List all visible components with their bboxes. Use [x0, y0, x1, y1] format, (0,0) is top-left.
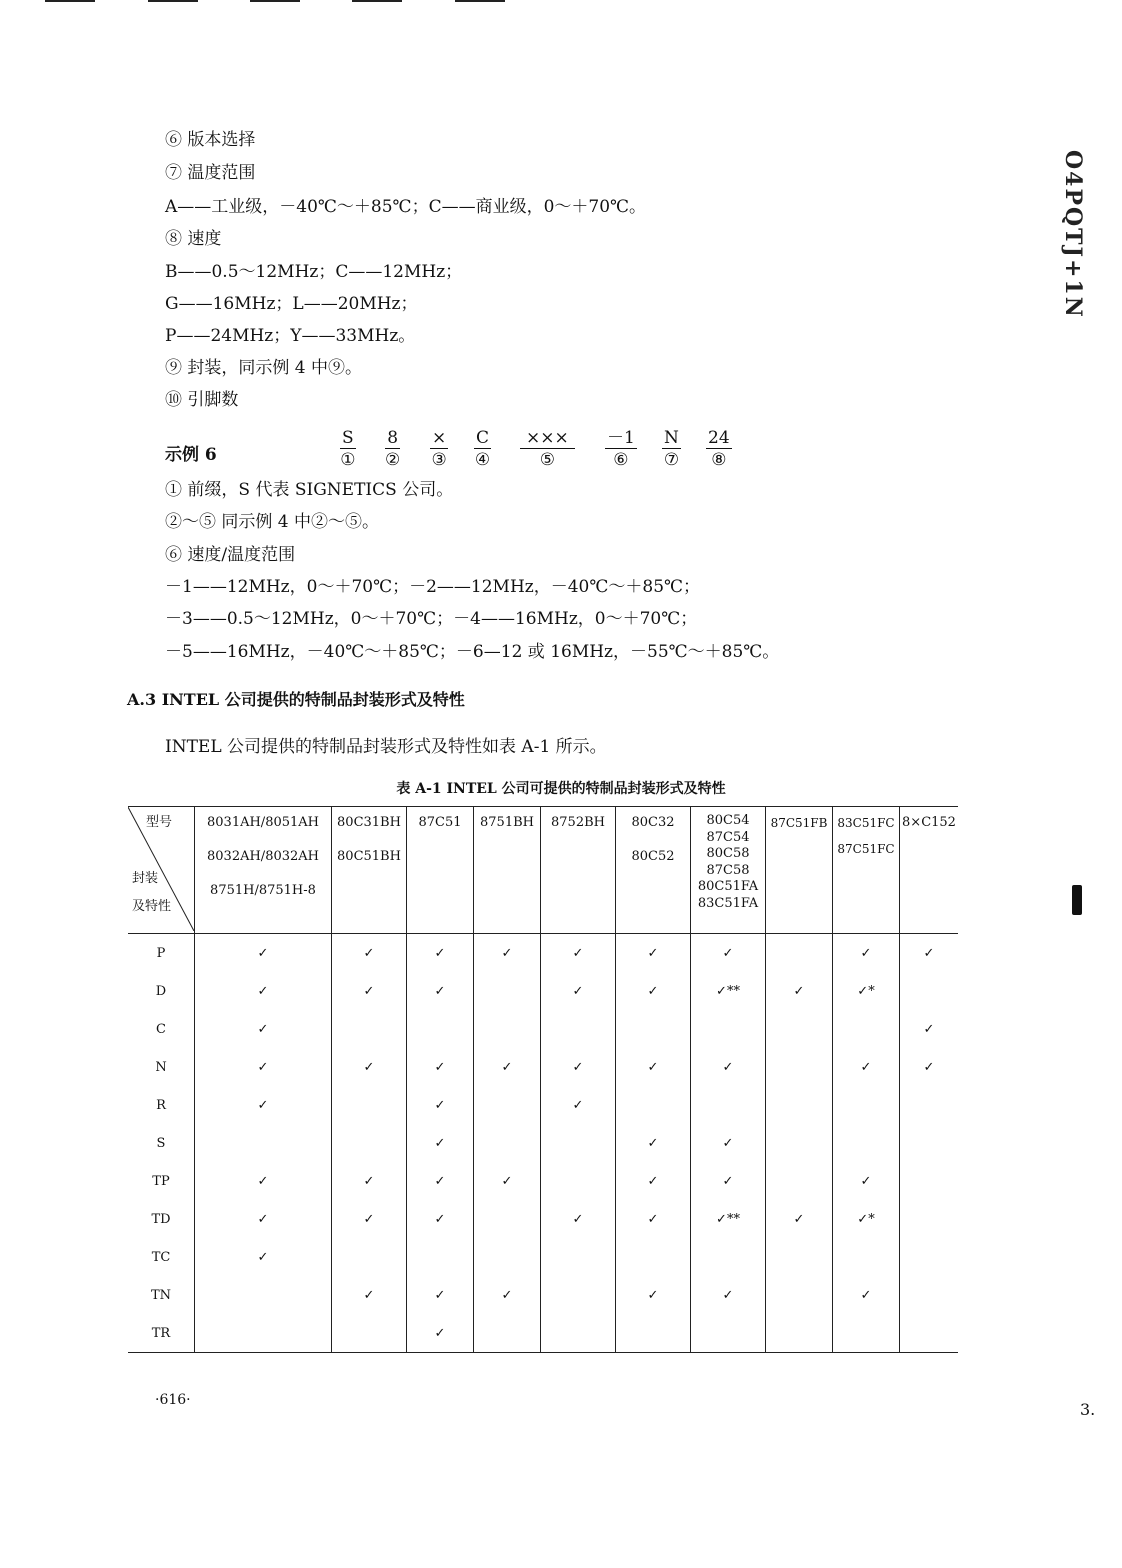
column-header: 8031AH/8051AH 8032AH/8032AH 8751H/8751H-8 [195, 807, 332, 934]
table-cell: ✓ [691, 1276, 766, 1314]
code-part: × ③ [431, 428, 447, 470]
table-cell: ✓ [474, 934, 541, 973]
table-cell [474, 1200, 541, 1238]
code-part: 8 ② [385, 428, 401, 470]
table-cell: ✓ [474, 1162, 541, 1200]
table-cell: ✓ [407, 1200, 474, 1238]
table-cell: ✓ [833, 934, 900, 973]
table-cell: ✓ [616, 1124, 691, 1162]
table-cell [541, 1162, 616, 1200]
table-cell: ✓ [195, 1048, 332, 1086]
table-cell [616, 1010, 691, 1048]
table-cell: ✓ [766, 1200, 833, 1238]
text-line: ① 前缀，S 代表 SIGNETICS 公司。 [165, 480, 454, 500]
code-part: N ⑦ [663, 428, 680, 470]
table-cell: ✓* [833, 972, 900, 1010]
table-cell [474, 1010, 541, 1048]
text-line: ⑨ 封装，同示例 4 中⑨。 [165, 358, 363, 378]
table-cell: ✓ [541, 1200, 616, 1238]
table-cell: ✓ [541, 1048, 616, 1086]
column-header: 8×C152 [900, 807, 959, 934]
table-cell [332, 1314, 407, 1353]
table-cell [766, 1010, 833, 1048]
row-label: R [156, 1097, 166, 1113]
table-caption: 表 A-1 INTEL 公司可提供的特制品封装形式及特性 [396, 781, 726, 797]
corner-number: 3. [1080, 1400, 1096, 1419]
table-cell [766, 1276, 833, 1314]
text-line: G——16MHz；L——20MHz； [165, 294, 418, 314]
intro-paragraph: INTEL 公司提供的特制品封装形式及特性如表 A-1 所示。 [165, 737, 607, 757]
text-line: ⑩ 引脚数 [165, 390, 239, 410]
table-cell [900, 1200, 959, 1238]
table-cell: ✓ [616, 1276, 691, 1314]
table-cell [332, 1010, 407, 1048]
table-cell: ✓ [833, 1162, 900, 1200]
row-label: TD [151, 1211, 171, 1227]
row-label: S [156, 1135, 166, 1151]
table-cell: ✓ [407, 1124, 474, 1162]
table-cell: ✓ [691, 1162, 766, 1200]
table-cell [691, 1086, 766, 1124]
table-cell: ✓ [407, 1276, 474, 1314]
table-cell [332, 1238, 407, 1276]
table-cell: ✓ [407, 972, 474, 1010]
table-row [128, 972, 958, 1010]
table-cell: ✓ [691, 1048, 766, 1086]
table-row [128, 1200, 958, 1238]
text-line: ⑦ 温度范围 [165, 163, 256, 183]
table-cell: ✓ [195, 934, 332, 973]
table-cell: ✓ [474, 1048, 541, 1086]
table-cell [541, 1124, 616, 1162]
code-part: －1 ⑥ [607, 428, 635, 470]
row-label: TC [151, 1249, 171, 1265]
table-row [128, 934, 958, 973]
row-label: TP [152, 1173, 170, 1189]
table-cell: ✓ [407, 934, 474, 973]
table-cell [766, 1238, 833, 1276]
table-row [128, 1010, 958, 1048]
column-header: 83C51FC 87C51FC [833, 807, 900, 934]
table-row [128, 1276, 958, 1314]
table-cell: ✓ [900, 934, 959, 973]
corner-package-label: 封装 [132, 871, 159, 886]
table-cell [195, 1276, 332, 1314]
table-header-row [128, 807, 958, 934]
table-cell [900, 1276, 959, 1314]
table-row [128, 1314, 958, 1353]
table-cell: ✓ [407, 1162, 474, 1200]
table-cell [900, 1238, 959, 1276]
table-cell [616, 1238, 691, 1276]
table-cell [900, 1162, 959, 1200]
table-cell: ✓ [616, 1162, 691, 1200]
table-cell: ✓ [474, 1276, 541, 1314]
table-cell: ✓ [195, 972, 332, 1010]
table-row [128, 1124, 958, 1162]
text-line: －5——16MHz，－40℃～＋85℃；－6—12 或 16MHz，－55℃～＋85℃。 [165, 642, 780, 662]
table-cell: ✓ [900, 1048, 959, 1086]
row-label: D [155, 983, 167, 999]
table-cell [474, 1086, 541, 1124]
table-cell: ✓ [332, 934, 407, 973]
corner-cell [128, 807, 195, 934]
table-cell: ✓ [407, 1048, 474, 1086]
table-cell: ✓ [332, 1048, 407, 1086]
table-cell [766, 1048, 833, 1086]
row-label: P [156, 945, 166, 961]
table-cell [616, 1086, 691, 1124]
column-header: 87C51FB [766, 807, 833, 934]
table-cell [900, 1124, 959, 1162]
column-header: 80C54 87C54 80C58 87C58 80C51FA 83C51FA [691, 807, 766, 934]
table-cell [541, 1276, 616, 1314]
table-cell [474, 1314, 541, 1353]
table-cell [616, 1314, 691, 1353]
table-cell [900, 1086, 959, 1124]
table-cell: ✓ [541, 934, 616, 973]
page-number: ·616· [155, 1392, 191, 1408]
text-line: A——工业级，－40℃～＋85℃；C——商业级，0～＋70℃。 [165, 197, 647, 217]
table-cell [766, 1086, 833, 1124]
section-heading: A.3 INTEL 公司提供的特制品封装形式及特性 [127, 690, 465, 709]
text-line: P——24MHz；Y——33MHz。 [165, 326, 416, 346]
table-cell [900, 1314, 959, 1353]
table-cell: ✓ [195, 1200, 332, 1238]
table-cell [195, 1124, 332, 1162]
table-cell: ✓ [616, 972, 691, 1010]
table-cell: ✓ [616, 1048, 691, 1086]
table-cell [474, 1238, 541, 1276]
side-annotation: O4PQTJ+1N [1060, 150, 1086, 319]
code-part: C ④ [474, 428, 491, 470]
text-line: ②～⑤ 同示例 4 中②～⑤。 [165, 512, 380, 532]
table-cell [833, 1010, 900, 1048]
table-cell: ✓** [691, 1200, 766, 1238]
table-cell [332, 1086, 407, 1124]
table-cell [833, 1086, 900, 1124]
table-cell: ✓** [691, 972, 766, 1010]
row-label: C [156, 1021, 166, 1037]
table-cell: ✓ [541, 972, 616, 1010]
table-cell [691, 1010, 766, 1048]
table-cell [541, 1314, 616, 1353]
text-line: －1——12MHz，0～＋70℃；－2——12MHz，－40℃～＋85℃； [165, 577, 701, 597]
table-cell [766, 1162, 833, 1200]
row-label: TR [128, 1314, 195, 1353]
table-cell: ✓ [691, 1124, 766, 1162]
table-cell: ✓ [195, 1238, 332, 1276]
table-cell: ✓ [332, 1162, 407, 1200]
corner-model-label: 型号 [146, 815, 173, 830]
example-label: 示例 6 [165, 445, 217, 465]
table-cell: ✓ [195, 1162, 332, 1200]
column-header: 8751BH [474, 807, 541, 934]
table-cell: ✓ [332, 1276, 407, 1314]
table-cell: ✓ [833, 1276, 900, 1314]
table-cell [474, 972, 541, 1010]
text-line: －3——0.5～12MHz，0～＋70℃；－4——16MHz，0～＋70℃； [165, 609, 698, 629]
table-cell: ✓ [407, 1086, 474, 1124]
column-header: 8752BH [541, 807, 616, 934]
text-line: ⑧ 速度 [165, 229, 222, 249]
table-cell: ✓ [195, 1010, 332, 1048]
ink-blot [1072, 885, 1082, 915]
table-cell [541, 1238, 616, 1276]
text-line: ⑥ 速度/温度范围 [165, 545, 296, 565]
table-cell: ✓ [691, 934, 766, 973]
table-row [128, 1238, 958, 1276]
table-cell: ✓* [833, 1200, 900, 1238]
code-part: ××× ⑤ [520, 428, 575, 471]
table-cell: ✓ [332, 1200, 407, 1238]
row-label: TN [150, 1287, 172, 1303]
table-cell [766, 1314, 833, 1353]
column-header: 80C31BH 80C51BH [332, 807, 407, 934]
table-cell: ✓ [332, 972, 407, 1010]
table-cell [474, 1124, 541, 1162]
column-header: 87C51 [407, 807, 474, 934]
table-cell: ✓ [616, 1200, 691, 1238]
table-cell: ✓ [766, 972, 833, 1010]
table-cell [691, 1314, 766, 1353]
table-cell [407, 1010, 474, 1048]
table-cell: ✓ [541, 1086, 616, 1124]
table-cell [766, 1124, 833, 1162]
table-cell: ✓ [407, 1314, 474, 1353]
table-cell [332, 1124, 407, 1162]
code-part: S ① [340, 428, 356, 470]
table-cell [407, 1238, 474, 1276]
table-cell [766, 934, 833, 973]
spec-table [128, 806, 958, 1353]
table-cell [195, 1314, 332, 1353]
column-header: 80C32 80C52 [616, 807, 691, 934]
text-line: B——0.5～12MHz；C——12MHz； [165, 262, 463, 282]
table-row [128, 1162, 958, 1200]
table-row [128, 1086, 958, 1124]
table-cell [833, 1238, 900, 1276]
table-cell: ✓ [833, 1048, 900, 1086]
table-cell [833, 1124, 900, 1162]
table-cell [900, 972, 959, 1010]
table-cell: ✓ [195, 1086, 332, 1124]
row-label: N [155, 1059, 167, 1075]
table-row [128, 1048, 958, 1086]
table-cell: ✓ [900, 1010, 959, 1048]
corner-char-label: 及特性 [132, 899, 172, 914]
text-line: ⑥ 版本选择 [165, 130, 256, 150]
table-cell [691, 1238, 766, 1276]
table-cell [541, 1010, 616, 1048]
table-cell [833, 1314, 900, 1353]
table-cell: ✓ [616, 934, 691, 973]
code-part: 24 ⑧ [708, 428, 730, 470]
